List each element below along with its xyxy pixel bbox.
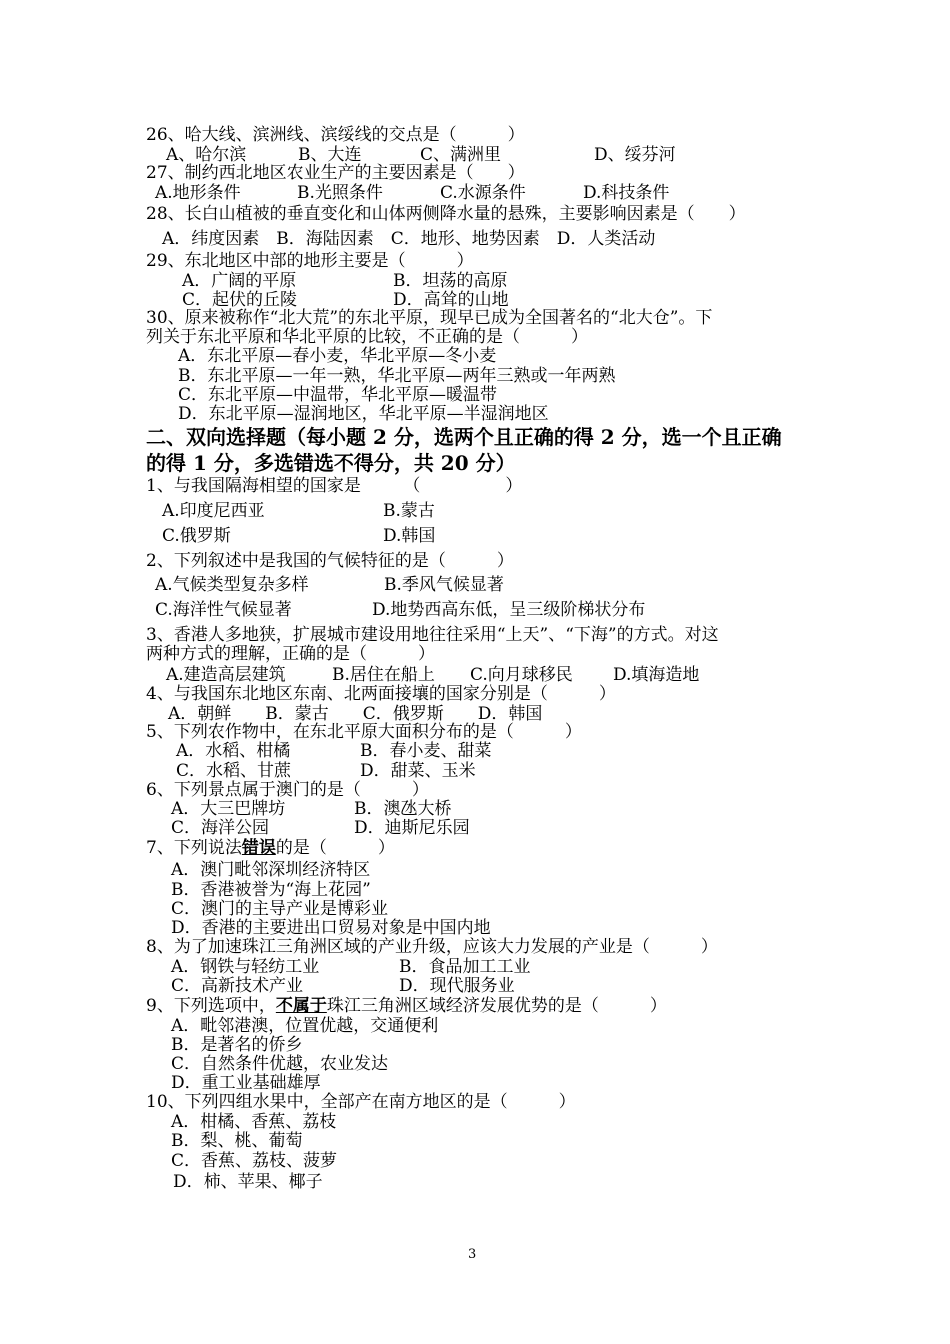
question-6-option-b: B．澳氹大桥 [354,799,452,819]
question-2-stem: 2、下列叙述中是我国的气候特征的是（ ） [146,551,514,571]
question-8-stem: 8、为了加速珠江三角洲区域的产业升级，应该大力发展的产业是（ ） [146,937,718,957]
question-8-option-b: B．食品加工工业 [399,957,531,977]
question-7-stem-pre: 7、下列说法 [146,838,242,858]
question-26-stem: 26、哈大线、滨洲线、滨绥线的交点是（ ） [146,125,525,145]
question-5-option-c: C．水稻、甘蔗 [176,761,292,781]
question-26-option-d: D、绥芬河 [594,145,676,165]
question-1-option-b: B.蒙古 [383,501,435,521]
question-29-stem: 29、东北地区中部的地形主要是（ ） [146,251,474,271]
question-30-option-b: B．东北平原—一年一熟，华北平原—两年三熟或一年两熟 [178,366,616,386]
question-3-option-d: D.填海造地 [613,665,700,685]
page-number: 3 [468,1247,477,1262]
question-3-option-b: B.居住在船上 [332,665,435,685]
question-29-option-a: A．广阔的平原 [182,271,297,291]
question-7-stem [146,838,395,858]
question-10-stem: 10、下列四组水果中，全部产在南方地区的是（ ） [146,1092,576,1112]
question-5-stem: 5、下列农作物中，在东北平原大面积分布的是（ ） [146,722,582,742]
question-8-option-a: A．钢铁与轻纺工业 [171,957,320,977]
question-6-option-d: D．迪斯尼乐园 [354,818,470,838]
question-4-options: A．朝鲜 B．蒙古 C．俄罗斯 D．韩国 [168,704,543,724]
question-1-option-a: A.印度尼西亚 [162,501,265,521]
question-8-option-d: D．现代服务业 [399,976,515,996]
question-28-stem: 28、长白山植被的垂直变化和山体两侧降水量的悬殊，主要影响因素是（ ） [146,204,746,224]
question-27-option-d: D.科技条件 [583,183,670,203]
question-8-option-c: C．高新技术产业 [171,976,304,996]
question-10-option-a: A．柑橘、香蕉、荔枝 [171,1112,337,1132]
question-7-stem-emphasis: 错误 [241,838,276,858]
question-10-option-d: D．柿、苹果、椰子 [173,1172,323,1192]
question-29-option-d: D．高耸的山地 [393,290,509,310]
question-3-stem-line2: 两种方式的理解，正确的是（ ） [146,644,435,664]
question-30-option-c: C．东北平原—中温带，华北平原—暖温带 [178,385,498,405]
question-2-option-d: D.地势西高东低，呈三级阶梯状分布 [372,600,646,620]
question-3-stem-line1: 3、香港人多地狭，扩展城市建设用地往往采用“上天”、“下海”的方式。对这 [146,625,719,645]
question-29-option-c: C．起伏的丘陵 [182,290,298,310]
question-6-option-c: C．海洋公园 [171,818,270,838]
question-30-option-d: D．东北平原—湿润地区，华北平原—半湿润地区 [178,404,549,424]
question-26-option-a: A、哈尔滨 [166,145,247,165]
question-9-option-c: C．自然条件优越，农业发达 [171,1054,389,1074]
question-6-stem: 6、下列景点属于澳门的是（ ） [146,780,429,800]
question-30-option-a: A．东北平原—春小麦，华北平原—冬小麦 [178,346,497,366]
question-1-stem: 1、与我国隔海相望的国家是 （ ） [146,476,523,496]
question-27-option-b: B.光照条件 [297,183,383,203]
question-9-stem [146,996,667,1016]
question-7-option-a: A．澳门毗邻深圳经济特区 [171,860,371,880]
question-30-stem-line2: 列关于东北平原和华北平原的比较，不正确的是（ ） [146,327,588,347]
section-2-heading-line2: 的得 1 分，多选错选不得分，共 20 分） [146,451,516,475]
question-7-option-c: C．澳门的主导产业是博彩业 [171,899,389,919]
question-2-option-c: C.海洋性气候显著 [155,600,292,620]
question-30-stem-line1: 30、原来被称作“北大荒”的东北平原，现早已成为全国著名的“北大仓”。下 [146,308,713,328]
question-29-option-b: B．坦荡的高原 [393,271,508,291]
question-5-option-a: A．水稻、柑橘 [176,741,291,761]
question-26-option-c: C、满洲里 [420,145,502,165]
question-3-option-c: C.向月球移民 [470,665,573,685]
section-2-heading-line1: 二、双向选择题（每小题 2 分，选两个且正确的得 2 分，选一个且正确 [146,425,782,449]
question-7-option-b: B．香港被誉为“海上花园” [171,880,371,900]
question-7-stem-post: 的是（ ） [275,838,395,858]
question-10-option-c: C．香蕉、荔枝、菠萝 [171,1151,338,1171]
question-9-option-b: B．是著名的侨乡 [171,1035,303,1055]
question-28-options: A．纬度因素 B．海陆因素 C．地形、地势因素 D．人类活动 [162,229,656,249]
question-2-option-a: A.气候类型复杂多样 [155,575,309,595]
question-2-option-b: B.季风气候显著 [384,575,504,595]
question-27-option-a: A.地形条件 [155,183,241,203]
question-9-stem-pre: 9、下列选项中， [146,996,276,1016]
question-9-option-d: D．重工业基础雄厚 [171,1073,321,1093]
question-5-option-d: D．甜菜、玉米 [360,761,476,781]
question-1-option-d: D.韩国 [383,526,436,546]
question-27-option-c: C.水源条件 [440,183,526,203]
question-1-option-c: C.俄罗斯 [162,526,231,546]
question-9-stem-post: 珠江三角洲区域经济发展优势的是（ ） [326,996,667,1016]
question-3-option-a: A.建造高层建筑 [166,665,286,685]
question-5-option-b: B．春小麦、甜菜 [360,741,492,761]
question-7-option-d: D．香港的主要进出口贸易对象是中国内地 [171,918,491,938]
question-4-stem: 4、与我国东北地区东南、北两面接壤的国家分别是（ ） [146,684,616,704]
question-27-stem: 27、制约西北地区农业生产的主要因素是（ ） [146,163,525,183]
question-6-option-a: A．大三巴牌坊 [171,799,286,819]
question-10-option-b: B．梨、桃、葡萄 [171,1131,303,1151]
question-9-stem-emphasis: 不属于 [275,996,327,1016]
question-26-option-b: B、大连 [298,145,362,165]
question-9-option-a: A．毗邻港澳，位置优越，交通便利 [171,1016,439,1036]
